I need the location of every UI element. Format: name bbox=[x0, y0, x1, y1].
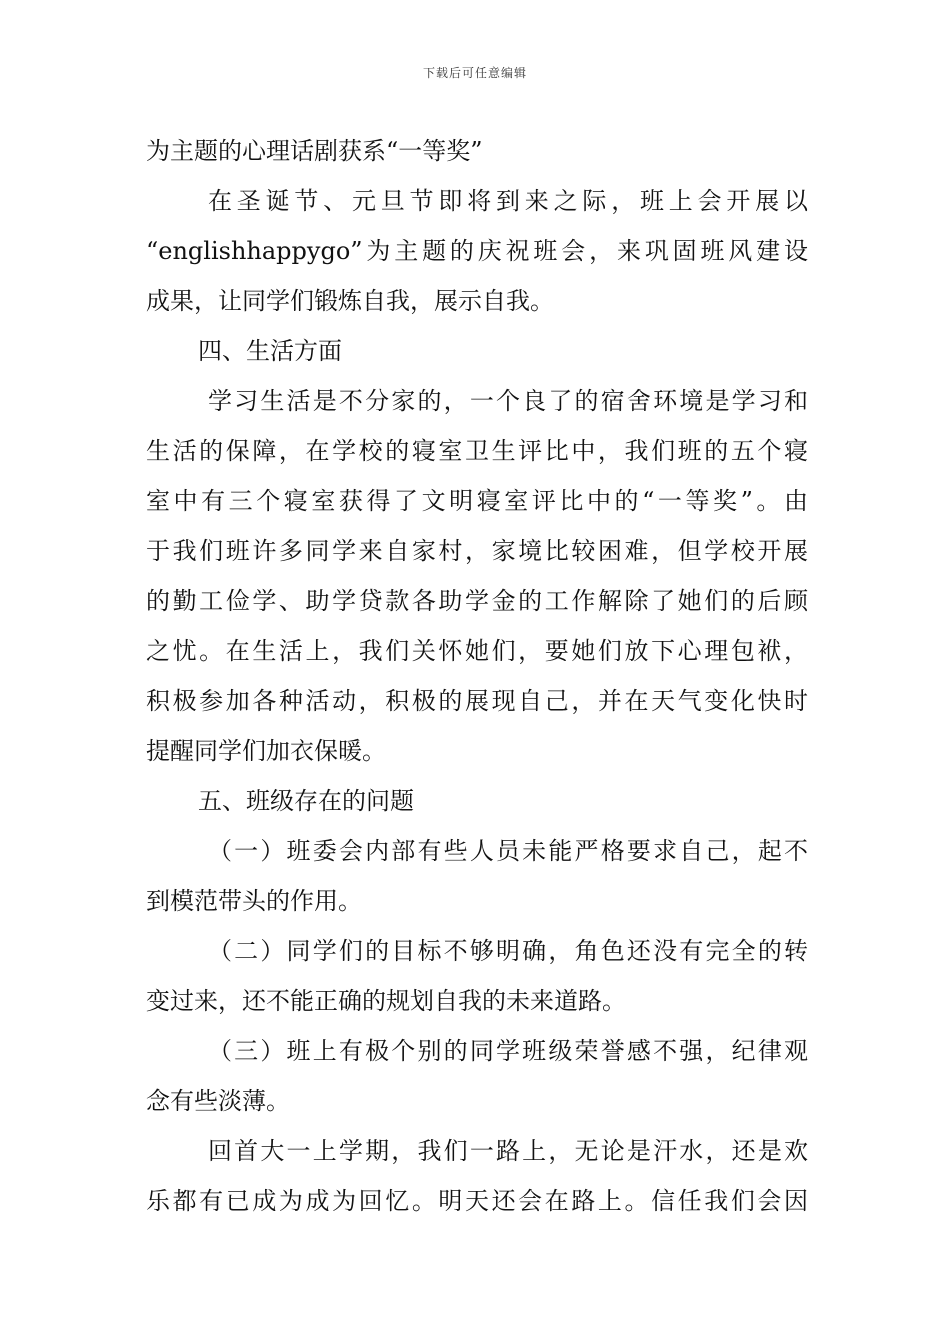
paragraph-first-line: 回首大一上学期，我们一路上，无论是汗水，还是欢 bbox=[208, 1137, 808, 1165]
paragraph-first-line: 在圣诞节、元旦节即将到来之际，班上会开展以 bbox=[208, 187, 808, 215]
text-line: 生活的保障，在学校的寝室卫生评比中，我们班的五个寝 bbox=[146, 437, 808, 465]
text-line: 之忧。在生活上，我们关怀她们，要她们放下心理包袱， bbox=[146, 637, 808, 665]
text-line: 提醒同学们加衣保暖。 bbox=[146, 737, 386, 765]
text-line: 于我们班许多同学来自家村，家境比较困难，但学校开展 bbox=[146, 537, 808, 565]
text-line: 乐都有已成为成为回忆。明天还会在路上。信任我们会因 bbox=[146, 1187, 808, 1215]
paragraph-first-line: （一）班委会内部有些人员未能严格要求自己，起不 bbox=[208, 837, 808, 865]
text-line: 到模范带头的作用。 bbox=[146, 887, 362, 915]
text-line: 的勤工俭学、助学贷款各助学金的工作解除了她们的后顾 bbox=[146, 587, 808, 615]
paragraph-first-line: （二）同学们的目标不够明确，角色还没有完全的转 bbox=[208, 937, 808, 965]
section-heading: 五、班级存在的问题 bbox=[198, 787, 414, 815]
paragraph-first-line: （三）班上有极个别的同学班级荣誉感不强，纪律观 bbox=[208, 1037, 808, 1065]
text-line: “englishhappygo”为主题的庆祝班会，来巩固班风建设 bbox=[146, 237, 808, 265]
text-line: 变过来，还不能正确的规划自我的未来道路。 bbox=[146, 987, 626, 1015]
paragraph-first-line: 学习生活是不分家的，一个良了的宿舍环境是学习和 bbox=[208, 387, 808, 415]
page-header: 下载后可任意编辑 bbox=[422, 66, 527, 80]
text-line: 成果，让同学们锻炼自我，展示自我。 bbox=[146, 287, 554, 315]
document-body bbox=[146, 126, 808, 1226]
text-line: 室中有三个寝室获得了文明寝室评比中的“一等奖”。由 bbox=[146, 487, 808, 515]
text-line: 积极参加各种活动，积极的展现自己，并在天气变化快时 bbox=[146, 687, 808, 715]
text-line: 念有些淡薄。 bbox=[146, 1087, 290, 1115]
section-heading: 四、生活方面 bbox=[198, 337, 342, 365]
text-line: 为主题的心理话剧获系“一等奖” bbox=[146, 137, 483, 165]
